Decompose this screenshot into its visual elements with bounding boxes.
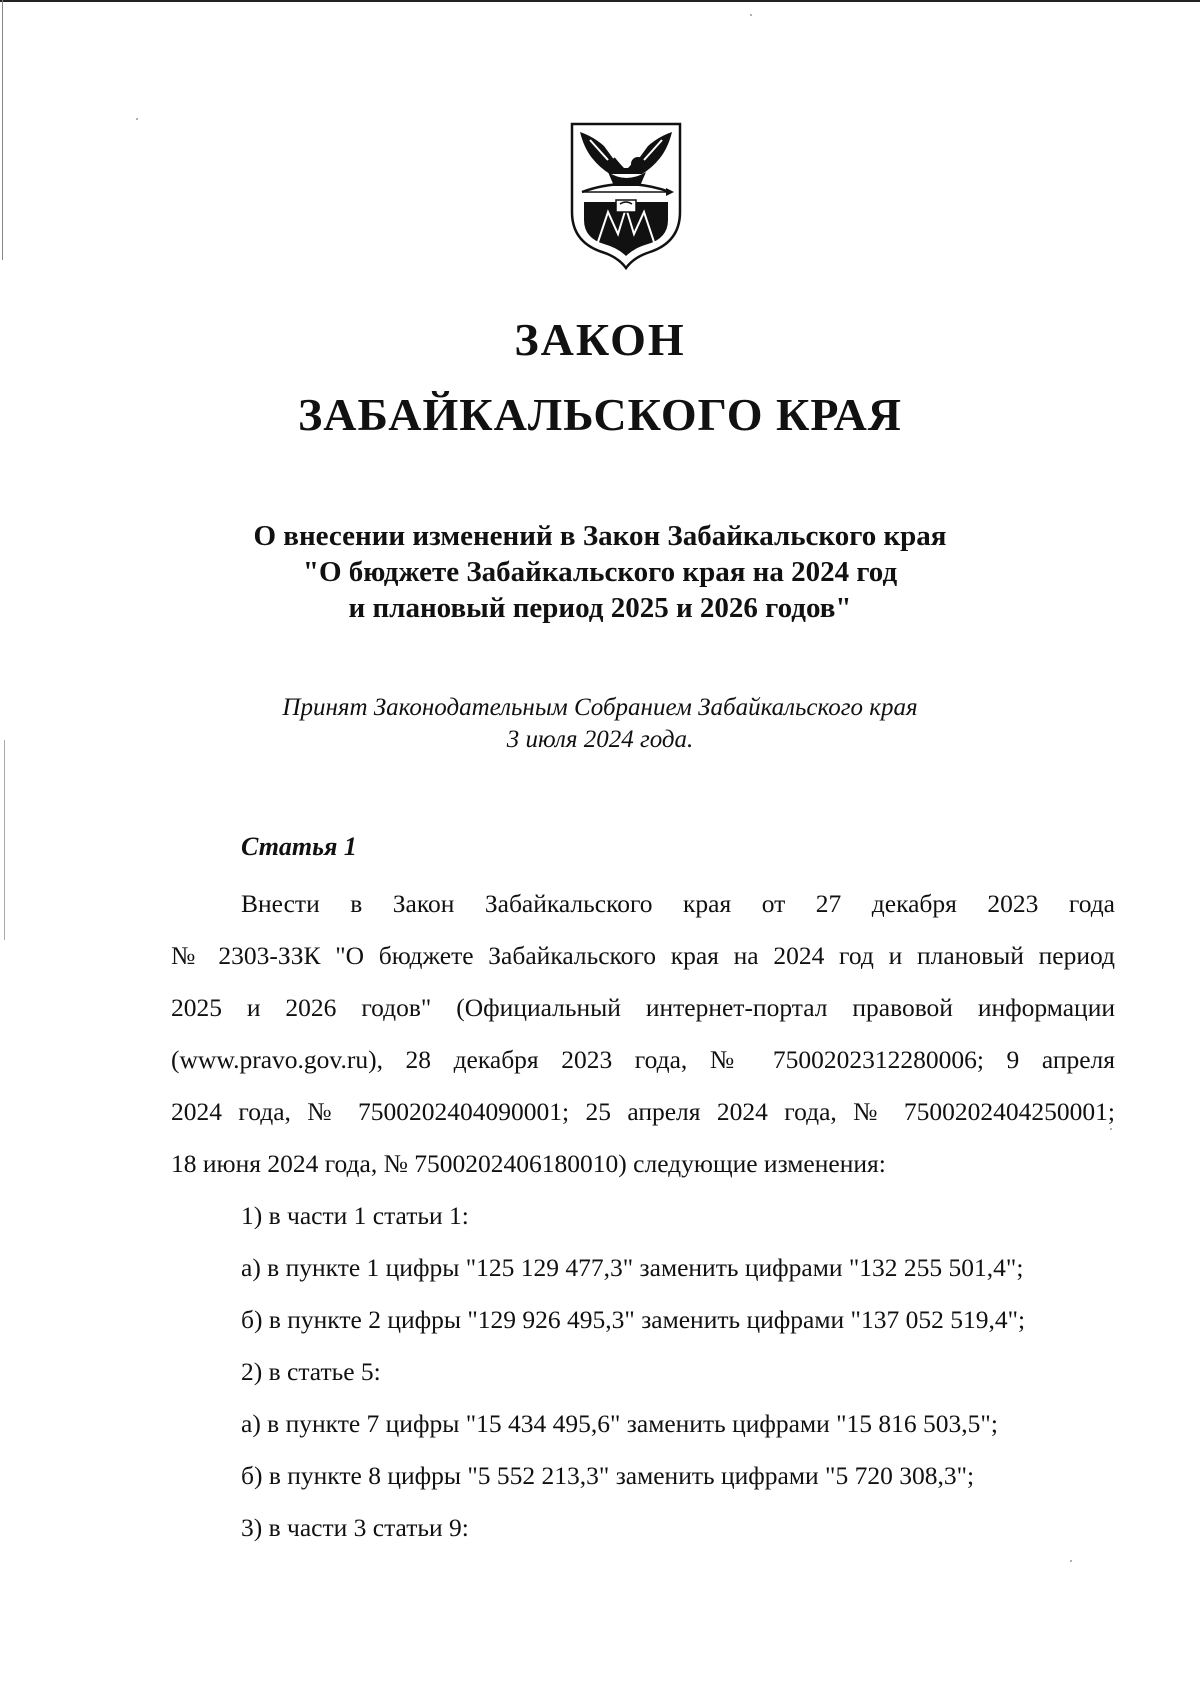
scan-speck	[136, 118, 138, 120]
paragraph-line: 2025 и 2026 годов" (Официальный интернет-портал правовой информации	[171, 993, 1115, 1022]
paragraph-line: № 2303-ЗЗК "О бюджете Забайкальского края на 2024 год и плановый период	[171, 941, 1115, 970]
scan-speck	[1070, 1560, 1072, 1562]
adoption-line: Принят Законодательным Собранием Забайкальского края	[282, 694, 918, 721]
subtitle-line: и плановый период 2025 и 2026 годов"	[348, 592, 852, 624]
paragraph-line: 2024 года, № 7500202404090001; 25 апреля 2024 года, № 7500202404250001;	[171, 1097, 1115, 1126]
subtitle-line: О внесении изменений в Закон Забайкальского края	[253, 520, 947, 552]
scan-speck	[1110, 1128, 1112, 1130]
adoption-note	[0, 692, 1200, 756]
paragraph-line: 18 июня 2024 года, № 7500202406180010) следующие изменения:	[171, 1149, 886, 1178]
adoption-date: 3 июля 2024 года.	[506, 726, 694, 753]
article-heading: Статья 1	[241, 832, 357, 861]
scan-speck	[750, 14, 752, 16]
document-subtitle	[0, 518, 1200, 626]
scan-edge	[0, 0, 1200, 2]
list-item: 2) в статье 5:	[241, 1357, 381, 1386]
amendment-list	[171, 1190, 1115, 1554]
paragraph-line: (www.pravo.gov.ru), 28 декабря 2023 года, № 7500202312280006; 9 апреля	[171, 1045, 1115, 1074]
document-title-line1: ЗАКОН	[514, 314, 686, 365]
list-item: а) в пункте 7 цифры "15 434 495,6" заменить цифрами "15 816 503,5";	[241, 1409, 998, 1438]
list-item: а) в пункте 1 цифры "125 129 477,3" заменить цифрами "132 255 501,4";	[241, 1253, 1024, 1282]
scan-edge	[2, 0, 3, 260]
list-item: 3) в части 3 статьи 9:	[241, 1513, 469, 1542]
list-item: б) в пункте 2 цифры "129 926 495,3" заменить цифрами "137 052 519,4";	[241, 1305, 1026, 1334]
document-title-line2: ЗАБАЙКАЛЬСКОГО КРАЯ	[297, 389, 903, 440]
list-item: 1) в части 1 статьи 1:	[241, 1201, 469, 1230]
scan-edge	[4, 740, 5, 940]
paragraph-line: Внести в Закон Забайкальского края от 27 декабря 2023 года	[241, 889, 1115, 918]
list-item: б) в пункте 8 цифры "5 552 213,3" заменить цифрами "5 720 308,3";	[241, 1461, 975, 1490]
subtitle-line: "О бюджете Забайкальского края на 2024 год	[302, 556, 898, 588]
coat-of-arms-icon	[568, 120, 684, 270]
article-intro-paragraph	[171, 878, 1115, 1190]
